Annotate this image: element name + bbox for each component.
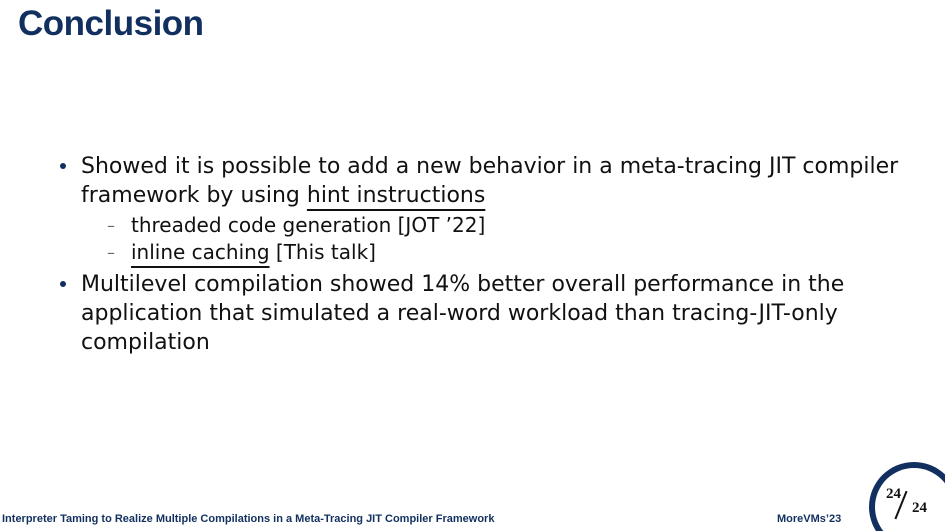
hint-instructions-link[interactable]: hint instructions bbox=[306, 183, 486, 208]
dash-icon: – bbox=[107, 243, 115, 262]
page-total: 24 bbox=[912, 500, 927, 516]
dash-icon: – bbox=[107, 216, 115, 235]
inline-caching-link[interactable]: inline caching bbox=[131, 240, 270, 264]
subitem-2-text: [This talk] bbox=[269, 240, 376, 264]
slide-title: Conclusion bbox=[18, 4, 204, 43]
page-indicator bbox=[869, 462, 945, 531]
bullet-1-sublist bbox=[58, 212, 928, 266]
bullet-dot-icon bbox=[60, 163, 66, 169]
slide-content bbox=[58, 152, 928, 357]
page-number: 24 bbox=[886, 486, 901, 502]
bullet-dot-icon bbox=[60, 281, 66, 287]
bullet-2-text: Multilevel compilation showed 14% better overall performance in the application that simulated a real-word workload than tracing-JIT-only compilation bbox=[81, 272, 845, 355]
subitem-1-text: threaded code generation [JOT ’22] bbox=[131, 213, 486, 237]
footer-venue: MoreVMs’23 bbox=[777, 513, 842, 525]
footer-paper-title: Interpreter Taming to Realize Multiple Compilations in a Meta-Tracing JIT Compiler Framework bbox=[2, 513, 495, 525]
bullet-item-2 bbox=[58, 270, 928, 357]
subitem-inline-caching bbox=[58, 239, 928, 266]
subitem-threaded-code bbox=[58, 212, 928, 239]
bullet-item-1 bbox=[58, 152, 928, 210]
bullet-1-text: Showed it is possible to add a new behavior in a meta-tracing JIT compiler framework by using bbox=[81, 154, 899, 208]
